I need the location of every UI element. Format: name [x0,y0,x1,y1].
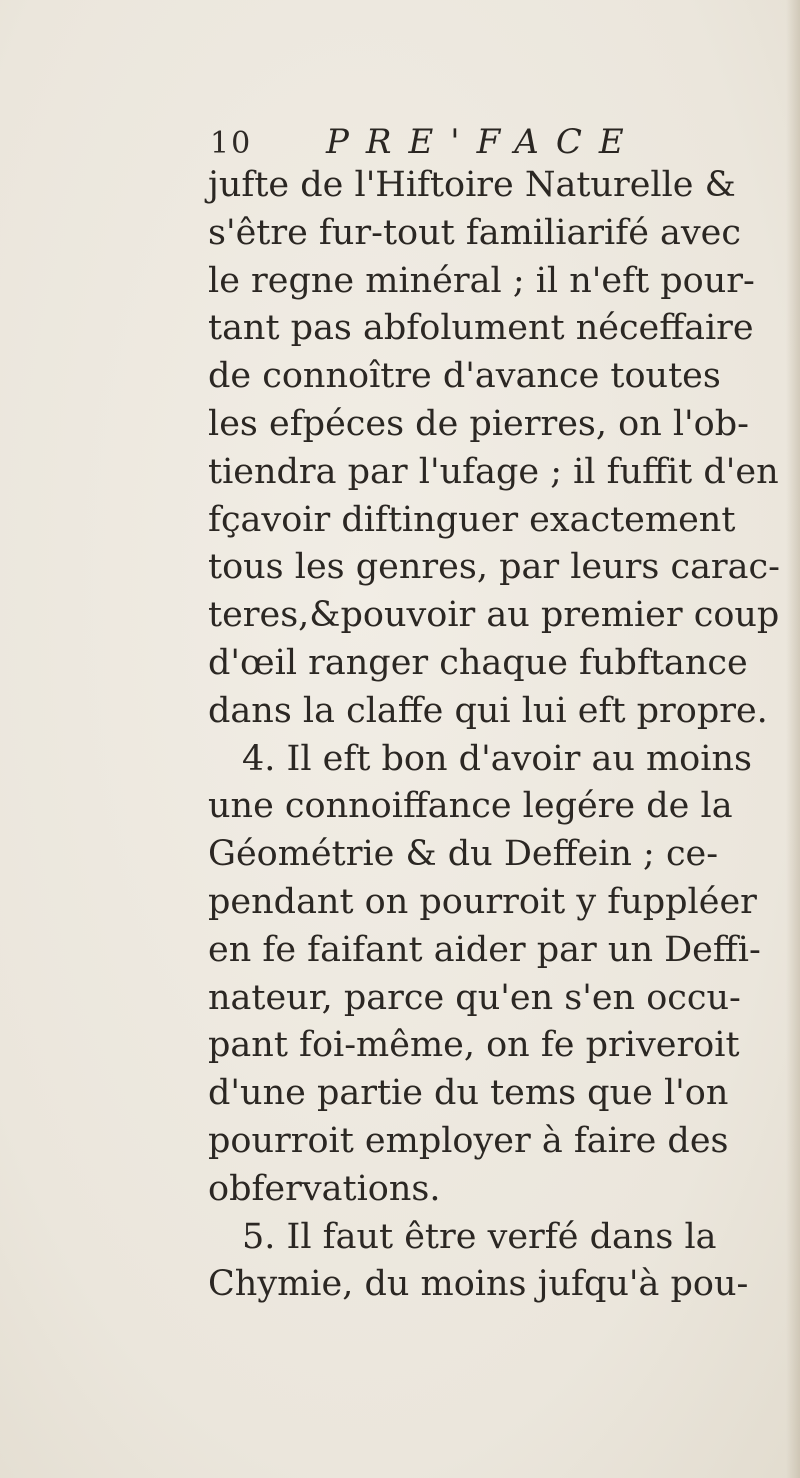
body-text [208,162,800,1309]
text-line: obfervations. [208,1168,441,1209]
text-line: jufte de l'Hiftoire Naturelle & [208,165,736,205]
text-line: d'œil ranger chaque fubftance [208,642,748,683]
text-line: teres,&pouvoir au premier coup [208,595,780,636]
text-line: une connoiffance legére de la [208,786,733,827]
text-line: en fe faifant aider par un Deffi- [208,929,761,970]
text-line: Géométrie & du Deffein ; ce- [208,834,719,875]
text-line: pendant on pourroit y fuppléer [208,881,757,922]
text-line: Chymie, du moins jufqu'à pou- [208,1264,749,1305]
text-line: tous les genres, par leurs carac- [208,547,780,588]
text-line: nateur, parce qu'en s'en occu- [208,977,741,1018]
text-line: pourroit employer à faire des [208,1120,729,1161]
text-line: tiendra par l'ufage ; il fuffit d'en [208,451,779,492]
paragraph-start-line: 5. Il faut être verfé dans la [242,1216,717,1257]
paragraph-start-line: 4. Il eft bon d'avoir au moins [242,738,752,779]
text-line: les efpéces de pierres, on l'ob- [208,403,749,444]
text-line: d'une partie du tems que l'on [208,1073,729,1114]
text-line: tant pas abfolument néceffaire [208,308,754,349]
text-line: s'être fur-tout familiarifé avec [208,212,741,253]
text-line: pant foi-même, on fe priveroit [208,1025,740,1066]
text-line: dans la claffe qui lui eft propre. [208,690,768,731]
text-line: fçavoir diftinguer exactement [208,499,736,540]
page-number: 10 [210,126,253,161]
running-title: PRE'FACE [326,122,641,162]
text-line: de connoître d'avance toutes [208,356,721,397]
text-line: le regne minéral ; il n'eft pour- [208,260,755,301]
